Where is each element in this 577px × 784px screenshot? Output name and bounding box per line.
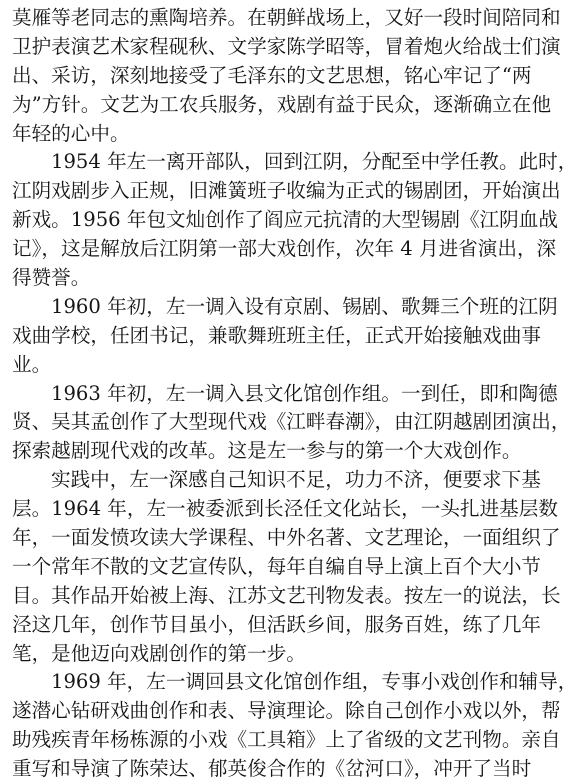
text-line: 年轻的心中。 bbox=[12, 121, 130, 145]
text-line: 出、采访，深刻地接受了毛泽东的文艺思想，铭心牢记了“两 bbox=[12, 63, 532, 87]
text-line: 实践中，左一深感自己知识不足，功力不济，便要求下基 bbox=[51, 468, 541, 492]
paragraph-3 bbox=[12, 293, 558, 380]
text-line: 探索越剧现代戏的改革。这是左一参与的第一个大戏创作。 bbox=[12, 439, 522, 463]
paragraph-1 bbox=[12, 4, 561, 148]
text-line: 1954 年左一离开部队，回到江阴，分配至中学任教。此时， bbox=[51, 150, 577, 174]
text-line: 戏曲学校，任团书记，兼歌舞班班主任，正式开始接触戏曲事 bbox=[12, 323, 542, 347]
text-line: 1963 年初，左一调入县文化馆创作组。一到任，即和陶德 bbox=[51, 381, 558, 405]
text-line: 年，一面发愤攻读大学课程、中外名著、文艺理论，一面组织了 bbox=[12, 526, 561, 550]
text-line: 卫护表演艺术家程砚秋、文学家陈学昭等，冒着炮火给战士们演 bbox=[12, 34, 561, 58]
text-line: 重写和导演了陈荣达、郁英俊合作的《岔河口》，冲开了当时 bbox=[12, 757, 532, 781]
text-line: 江阴戏剧步入正规，旧滩簧班子收编为正式的锡剧团，开始演出 bbox=[12, 179, 561, 203]
paragraph-5 bbox=[12, 466, 561, 668]
text-line: 业。 bbox=[12, 352, 52, 376]
paragraph-4 bbox=[12, 380, 571, 467]
text-line: 一个常年不散的文艺宣传队，每年自编自导上演上百个大小节 bbox=[12, 554, 542, 578]
text-line: 记》，这是解放后江阴第一部大戏创作，次年 4 月进省演出，深 bbox=[12, 237, 557, 261]
paragraph-6 bbox=[12, 668, 577, 784]
text-line: 1960 年初，左一调入设有京剧、锡剧、歌舞三个班的江阴 bbox=[51, 294, 558, 318]
text-line: 1969 年，左一调回县文化馆创作组，专事小戏创作和辅导， bbox=[51, 670, 577, 694]
text-line: 层。1964 年，左一被委派到长泾任文化站长，一头扎进基层数 bbox=[12, 497, 558, 521]
text-line: 新戏。1956 年包文灿创作了阎应元抗清的大型锡剧《江阴血战 bbox=[12, 208, 558, 232]
text-line: 为”方针。文艺为工农兵服务，戏剧有益于民众，逐渐确立在他 bbox=[12, 92, 552, 116]
text-line: 助残疾青年杨栋源的小戏《工具箱》上了省级的文艺刊物。亲自 bbox=[12, 728, 561, 752]
text-line: 得赞誉。 bbox=[12, 266, 91, 290]
text-line: 目。其作品开始被上海、江苏文艺刊物发表。按左一的说法，长 bbox=[12, 583, 561, 607]
text-line: 莫雁等老同志的熏陶培养。在朝鲜战场上，又好一段时间陪同和 bbox=[12, 6, 561, 29]
text-line: 遂潜心钻研戏曲创作和表、导演理论。除自己创作小戏以外，帮 bbox=[12, 699, 561, 723]
text-line: 贤、吴其孟创作了大型现代戏《江畔春潮》，由江阴越剧团演出， bbox=[12, 410, 571, 434]
text-line: 泾这几年，创作节目虽小，但活跃乡间，服务百姓，练了几年 bbox=[12, 612, 542, 636]
text-line: 笔，是他迈向戏剧创作的第一步。 bbox=[12, 641, 306, 665]
paragraph-2 bbox=[12, 148, 577, 292]
